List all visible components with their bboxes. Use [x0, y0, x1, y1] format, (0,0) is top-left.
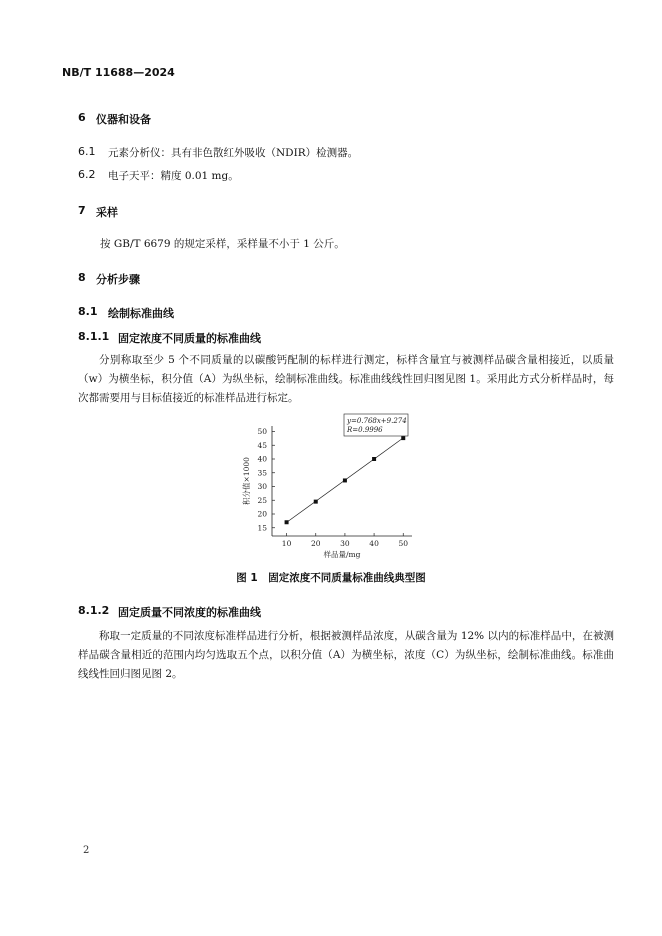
regression-equation: y=0.768x+9.274: [347, 417, 407, 425]
section-8-1-2-text: 称取一定质量的不同浓度标准样品进行分析，根据被测样品浓度，从碳含量为 12% 以内的标准样品中，在被测样品碳含量相近的范围内均匀选取五个点，以积分值（A）为横坐标，浓度（C）为纵坐标，绘制标准曲线。标准曲线线性回归图见图 2。: [78, 630, 614, 680]
standard-curve-chart: [230, 412, 430, 562]
y-tick-label: 25: [257, 495, 267, 505]
data-point: [285, 520, 289, 524]
section-7-text: 按 GB/T 6679 的规定采样，采样量不小于 1 公斤。: [100, 238, 345, 250]
x-tick-label: 40: [369, 539, 379, 548]
y-tick-label: 30: [257, 482, 267, 491]
y-tick-label: 35: [257, 468, 267, 478]
y-axis-label: 积分值×1000: [242, 457, 251, 505]
section-8-1-1-title: 固定浓度不同质量的标准曲线: [118, 332, 261, 345]
correlation-value: R=0.9996: [347, 426, 383, 434]
section-6-1-text: 元素分析仪：具有非色散红外吸收（NDIR）检测器。: [108, 147, 359, 159]
x-tick-label: 10: [281, 539, 292, 548]
section-6-2-number: 6.2: [78, 168, 96, 181]
data-point: [314, 500, 318, 504]
page-number: 2: [83, 845, 90, 856]
x-tick-label: 30: [340, 539, 350, 548]
section-8-1-1-text: 分别称取至少 5 个不同质量的以碳酸钙配制的标样进行测定，标样含量宜与被测样品碳含量相接近，以质量（w）为横坐标，积分值（A）为纵坐标，绘制标准曲线。标准曲线线性回归图见图 1。采用此方式分析样品时，每次都需要用与目标值接近的标准样品进行标定。: [78, 354, 614, 404]
section-8-1-2-title: 固定质量不同浓度的标准曲线: [118, 606, 261, 619]
section-6-number: 6: [78, 111, 86, 124]
data-point: [372, 457, 376, 461]
x-tick-label: 20: [310, 539, 321, 548]
section-8-title: 分析步骤: [96, 273, 140, 286]
section-7-title: 采样: [96, 206, 118, 219]
data-point: [401, 436, 405, 440]
y-tick-label: 40: [257, 454, 267, 464]
figure-caption: 图 1 固定浓度不同质量标准曲线典型图: [236, 572, 426, 584]
section-6-2-text: 电子天平：精度 0.01 mg。: [108, 170, 239, 182]
section-7-number: 7: [78, 204, 86, 217]
standard-number: NB/T 11688—2024: [62, 66, 175, 79]
y-tick-label: 15: [257, 523, 267, 533]
y-tick-label: 45: [257, 440, 267, 450]
section-8-1-1-number: 8.1.1: [78, 330, 110, 343]
y-tick-label: 20: [257, 509, 267, 519]
data-point: [343, 478, 347, 482]
section-6-1-number: 6.1: [78, 145, 96, 158]
x-tick-label: 50: [398, 539, 409, 548]
section-8-1-title: 绘制标准曲线: [108, 307, 174, 320]
section-6-title: 仪器和设备: [96, 113, 151, 126]
section-8-number: 8: [78, 271, 86, 284]
y-tick-label: 50: [257, 427, 267, 436]
section-8-1-number: 8.1: [78, 305, 98, 318]
x-axis-label: 样品量/mg: [323, 550, 361, 559]
section-8-1-2-number: 8.1.2: [78, 604, 110, 617]
